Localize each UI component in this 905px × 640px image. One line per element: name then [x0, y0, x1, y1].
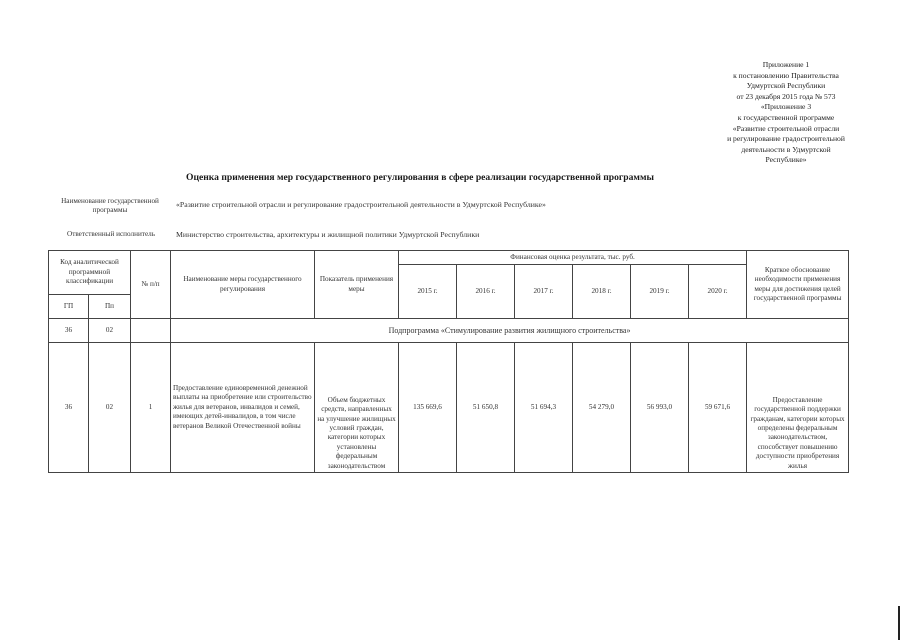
appendix-line: к государственной программе: [737, 112, 835, 122]
row-value: 54 279,0: [573, 343, 631, 473]
header-number: № п/п: [131, 251, 171, 319]
executor-label: Ответственный исполнитель: [67, 230, 155, 238]
header-pp: Пп: [89, 295, 131, 319]
appendix-note: [686, 60, 886, 166]
header-year: 2016 г.: [457, 265, 515, 319]
header-rationale: Краткое обоснование необходимости применения меры для достижения целей государственной программы: [747, 251, 849, 319]
subprogram-gp: 36: [49, 319, 89, 343]
program-label-line: программы: [92, 206, 128, 214]
executor-name: Министерство строительства, архитектуры и жилищной политики Удмуртской Республики: [176, 230, 480, 239]
row-rationale: Предоставление государственной поддержки гражданам, категории которых определены федеральным законодательством, способствует повышению доступности приобретения жилья: [747, 343, 849, 473]
appendix-line: от 23 декабря 2015 года № 573: [736, 91, 836, 101]
measures-table: [48, 250, 849, 473]
row-number: 1: [131, 343, 171, 473]
header-year: 2020 г.: [689, 265, 747, 319]
header-gp: ГП: [49, 295, 89, 319]
row-value: 51 650,8: [457, 343, 515, 473]
document-title: Оценка применения мер государственного регулирования в сфере реализации государственной программы: [186, 172, 654, 183]
row-value: 135 669,6: [399, 343, 457, 473]
header-classification: Код аналитической программной классификации: [49, 251, 131, 295]
program-name: «Развитие строительной отрасли и регулирование градостроительной деятельности в Удмуртской Республике»: [176, 200, 546, 209]
header-financial: Финансовая оценка результата, тыс. руб.: [399, 251, 747, 265]
appendix-line: «Приложение 3: [760, 102, 812, 112]
row-measure: Предоставление единовременной денежной выплаты на приобретение или строительство жилья для ветеранов, инвалидов и семей, имеющих детей-инвалидов, в том числе ветеранов Великой Отечественной войны: [171, 343, 315, 473]
appendix-line: «Развитие строительной отрасли: [732, 123, 840, 133]
row-gp: 36: [49, 343, 89, 473]
header-year: 2018 г.: [573, 265, 631, 319]
row-value: 51 694,3: [515, 343, 573, 473]
row-value: 59 671,6: [689, 343, 747, 473]
subprogram-name: Подпрограмма «Стимулирование развития жилищного строительства»: [171, 319, 849, 343]
header-year: 2019 г.: [631, 265, 689, 319]
subprogram-row: [49, 319, 849, 343]
program-label: [46, 197, 174, 215]
appendix-line: Удмуртской Республики: [746, 81, 826, 91]
table-row: [49, 343, 849, 473]
appendix-line: деятельности в Удмуртской: [741, 144, 831, 154]
subprogram-pp: 02: [89, 319, 131, 343]
appendix-line: и регулирование градостроительной: [727, 134, 845, 144]
header-year: 2017 г.: [515, 265, 573, 319]
header-row: [49, 251, 849, 265]
row-indicator: Объем бюджетных средств, направленных на улучшение жилищных условий граждан, категории которых установлены федеральным законодательством: [315, 343, 399, 473]
header-year: 2015 г.: [399, 265, 457, 319]
row-value: 56 993,0: [631, 343, 689, 473]
appendix-line: к постановлению Правительства: [733, 70, 839, 80]
scan-edge: [898, 606, 900, 640]
appendix-line: Приложение 1: [762, 60, 810, 69]
row-pp: 02: [89, 343, 131, 473]
subprogram-number-cell: [131, 319, 171, 343]
header-indicator: Показатель применения меры: [315, 251, 399, 319]
program-label-line: Наименование государственной: [61, 197, 159, 205]
appendix-line: Республике»: [765, 155, 807, 165]
header-measure-name: Наименование меры государственного регулирования: [171, 251, 315, 319]
